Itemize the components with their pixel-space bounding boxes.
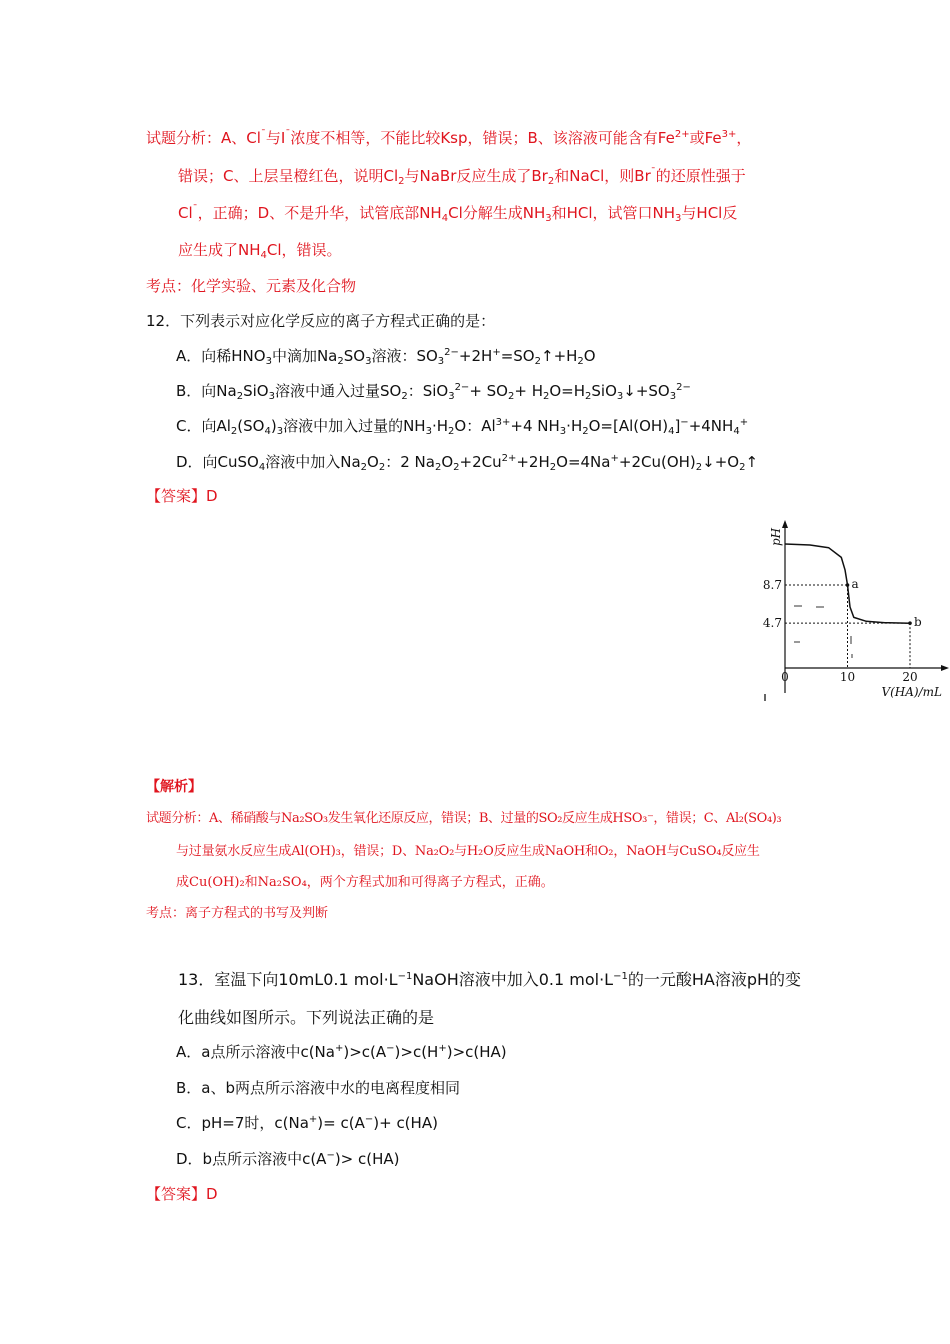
x-axis-label: V(HA)/mL [881, 685, 942, 699]
analysis12-line1: 试题分析：A、稀硝酸与Na₂SO₃发生氧化还原反应，错误；B、过量的SO₂反应生成HSO₃⁻，错误；C、Al₂(SO₄)₃ [146, 811, 782, 826]
y-tick-label-1: 4.7 [762, 616, 782, 631]
analysis12-line3: 成Cu(OH)₂和Na₂SO₄，两个方程式加和可得离子方程式，正确。 [176, 875, 554, 890]
point-label-a: a [851, 577, 859, 592]
analysis11-line1: 试题分析：A、Cl¯与I¯浓度不相等，不能比较Ksp，错误；B、该溶液可能含有$Fe^{2+}$或$Fe^{3+}$， [146, 129, 752, 147]
q12-stem: 12．下列表示对应化学反应的离子方程式正确的是： [146, 312, 496, 330]
analysis11-line3: Cl¯，正确；D、不是升华，试管底部$NH_4Cl$分解生成$NH_3$和HCl，试管口$NH_3$与HCl反 [178, 204, 738, 224]
y-axis-label: pH [769, 527, 783, 546]
analysis12-kaodian: 考点：离子方程式的书写及判断 [146, 906, 329, 921]
analysis12-line2: 与过量氨水反应生成Al(OH)₃，错误；D、Na₂O₂与H₂O反应生成NaOH和O₂，NaOH与CuSO₄反应生 [176, 844, 760, 859]
point-label-b: b [914, 615, 922, 630]
q13-option-d: D．b点所示溶液中c(A−)> c(HA) [176, 1150, 400, 1168]
analysis12-label: 【解析】 [146, 779, 202, 795]
analysis11-line2: 错误；C、上层呈橙红色，说明$Cl_2$与NaBr反应生成了$Br_2$和NaCl，则Br¯的还原性强于 [178, 167, 746, 187]
x-tick-label-0: 0 [781, 670, 789, 684]
q12-answer: 【答案】D [146, 487, 218, 505]
x-axis-arrow [941, 665, 949, 671]
y-tick-label-0: 8.7 [762, 578, 782, 593]
analysis11-line4: 应生成了$NH_4Cl$，错误。 [178, 241, 342, 261]
point-b [908, 621, 912, 625]
q13-option-a: A．a点所示溶液中c(Na+)>c(A−)>c(H+)>c(HA) [176, 1043, 507, 1061]
q13-answer: 【答案】D [146, 1185, 218, 1203]
q13-stem-line2: 化曲线如图所示。下列说法正确的是 [178, 1008, 435, 1027]
q13-stem-line1: 13．室温下向10mL0.1 $mol\cdot L^{-1}NaOH$溶液中加入0.1 $mol\cdot L^{-1}$的一元酸HA溶液pH的变 [178, 970, 802, 989]
q12-option-a: A．向稀$HNO_3$中滴加$Na_2SO_3$溶液：$SO_3^{2-}+2H^+=SO_2↑+H_2O$ [176, 347, 596, 367]
point-a [846, 583, 850, 587]
x-tick-label-2: 20 [902, 670, 918, 684]
analysis11-kaodian: 考点：化学实验、元素及化合物 [146, 277, 357, 295]
y-axis-arrow [782, 520, 788, 528]
q12-option-d: D．向CuSO$_4$溶液中加入$Na_2O_2$：2 $Na_2O_2+2Cu^{2+}+2H_2O=4Na^++2Cu(OH)_2↓+O_2↑$ [176, 453, 759, 473]
q12-option-c: C．向$Al_2(SO_4)_3$溶液中加入过量的$NH_3\cdot H_2O$：$Al^{3+}+4$ $NH_3\cdot H_2O=[Al(OH)_4]^-+4NH_4^+$ [176, 417, 749, 437]
q13-option-c: C．pH=7时，c(Na+)= c(A−)+ c(HA) [176, 1114, 438, 1132]
q12-option-b: B．向$Na_2SiO_3$溶液中通入过量$SO_2$：$SiO_3^{2-}+ SO_2+$ $H_2O=H_2SiO_3↓+SO_3^{2-}$ [176, 382, 691, 402]
titration-chart [760, 518, 950, 708]
x-tick-label-1: 10 [839, 670, 856, 684]
q13-option-b: B．a、b两点所示溶液中水的电离程度相同 [176, 1079, 461, 1097]
